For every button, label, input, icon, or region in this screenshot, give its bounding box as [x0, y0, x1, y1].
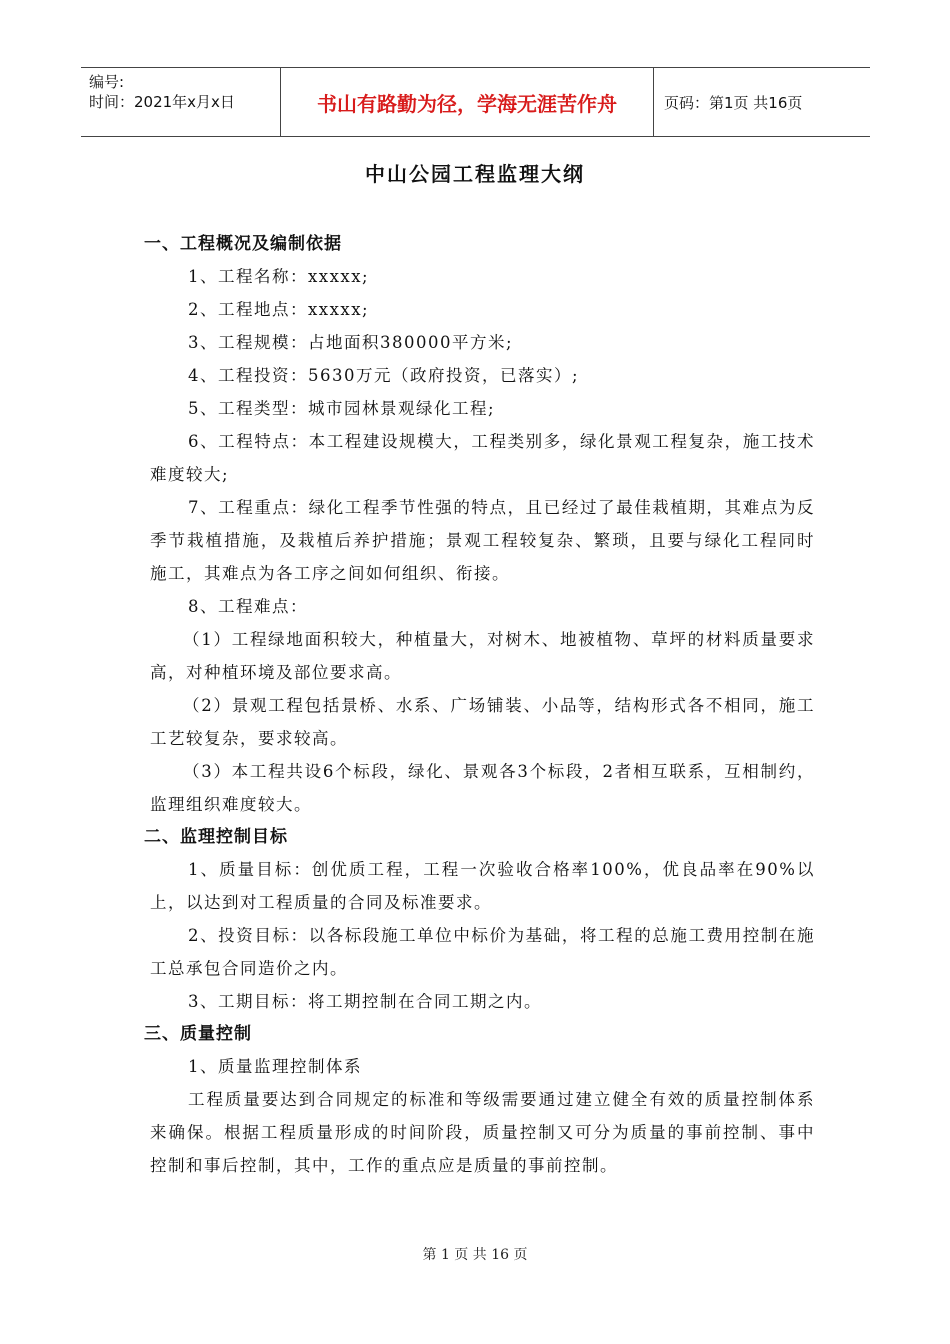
- section-heading: 一、工程概况及编制依据: [144, 234, 342, 254]
- header-motto: 书山有路勤为径，学海无涯苦作舟: [281, 68, 654, 136]
- header-table: [81, 67, 870, 137]
- paragraph: 1、质量监理控制体系: [188, 1057, 362, 1076]
- paragraph: 8、工程难点：: [188, 597, 308, 616]
- page-footer: 第 1 页 共 16 页: [422, 1247, 528, 1263]
- paragraph: 4、工程投资：5630万元（政府投资，已落实）;: [188, 366, 580, 385]
- paragraph: 2、工程地点：xxxxx;: [188, 300, 370, 319]
- document-title: 中山公园工程监理大纲: [365, 162, 585, 186]
- header-page-info: 页码：第1页 共16页: [664, 93, 803, 112]
- paragraph: 工程质量要达到合同规定的标准和等级需要通过建立健全有效的质量控制体系来确保。根据工程质量形成的时间阶段，质量控制又可分为质量的事前控制、事中控制和事后控制，其中，工作的重点应是质量的事前控制。: [150, 1090, 815, 1175]
- section-heading: 二、监理控制目标: [144, 827, 288, 847]
- paragraph: 3、工程规模：占地面积380000平方米;: [188, 333, 514, 352]
- paragraph: 5、工程类型：城市园林景观绿化工程;: [188, 399, 496, 418]
- document-date: 时间：2021年x月x日: [89, 93, 235, 111]
- document-body: [144, 228, 815, 1182]
- paragraph: 3、工期目标：将工期控制在合同工期之内。: [188, 992, 542, 1011]
- paragraph: 1、工程名称：xxxxx;: [188, 267, 370, 286]
- paragraph: 2、投资目标：以各标段施工单位中标价为基础，将工程的总施工费用控制在施工总承包合同造价之内。: [150, 926, 815, 978]
- paragraph: （3）本工程共设6个标段，绿化、景观各3个标段，2者相互联系，互相制约，监理组织难度较大。: [150, 762, 815, 814]
- section-targets: [144, 821, 815, 1018]
- section-quality: [144, 1018, 815, 1182]
- document-number-label: 编号:: [89, 73, 125, 91]
- paragraph: 6、工程特点：本工程建设规模大，工程类别多，绿化景观工程复杂，施工技术难度较大;: [150, 432, 815, 484]
- paragraph: （1）工程绿地面积较大，种植量大，对树木、地被植物、草坪的材料质量要求高，对种植环境及部位要求高。: [150, 630, 815, 682]
- section-overview: [144, 228, 815, 821]
- paragraph: （2）景观工程包括景桥、水系、广场铺装、小品等，结构形式各不相同，施工工艺较复杂，要求较高。: [150, 696, 815, 748]
- paragraph: 7、工程重点：绿化工程季节性强的特点，且已经过了最佳栽植期，其难点为反季节栽植措施，及栽植后养护措施；景观工程较复杂、繁琐，且要与绿化工程同时施工，其难点为各工序之间如何组织、衔接。: [150, 498, 815, 583]
- paragraph: 1、质量目标：创优质工程，工程一次验收合格率100%，优良品率在90%以上，以达到对工程质量的合同及标准要求。: [150, 860, 815, 912]
- header-left-cell: [81, 68, 281, 136]
- section-heading: 三、质量控制: [144, 1024, 252, 1044]
